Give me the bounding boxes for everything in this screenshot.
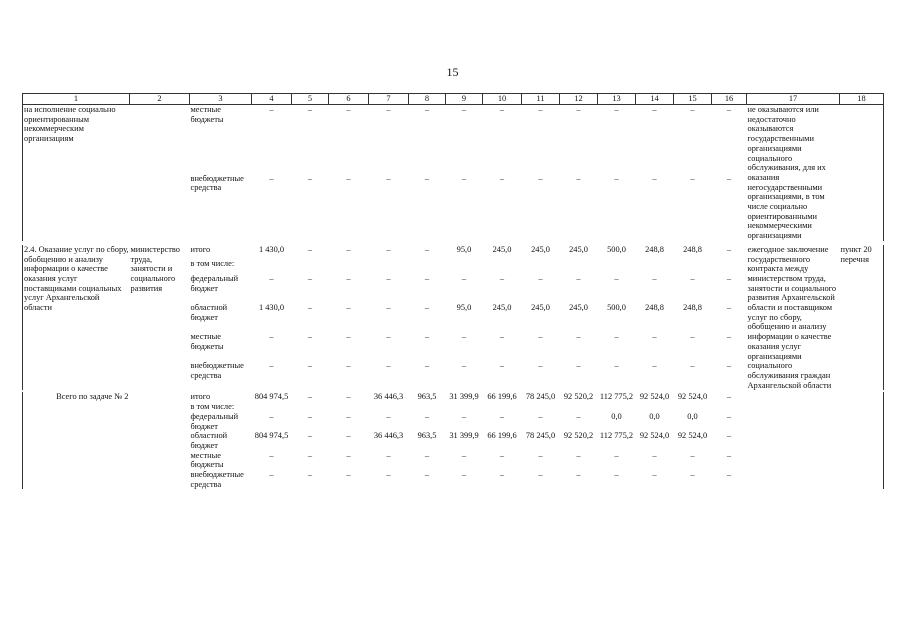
column-number-cell: 8 <box>409 94 446 105</box>
activity-name-cell: на исполнение социально ориентированным некоммерческим организациям <box>23 105 130 241</box>
amount-cell: – <box>538 105 543 114</box>
amount-cell: – <box>346 273 351 283</box>
amount-cell: – <box>424 411 430 421</box>
amount-cell <box>409 402 446 412</box>
amount-cell <box>598 259 636 274</box>
amount-cell: – <box>461 273 467 283</box>
table-row <box>23 245 884 260</box>
amount-cell: – <box>269 173 274 183</box>
amount-cell <box>409 259 446 274</box>
amount-cell: – <box>576 105 581 114</box>
amount-cell: – <box>307 244 313 254</box>
amount-cell: – <box>386 244 391 254</box>
amount-cell: 245,0 <box>531 303 550 313</box>
column-number-cell: 7 <box>369 94 409 105</box>
amount-cell: – <box>346 392 351 402</box>
expected-result-cell: не оказываются или недостаточно оказываются государственными организациями социального обслуживания, для их оказания негосударственными организациями, в том числе социально ориентированными некоммерческими организациями <box>747 105 826 241</box>
amount-cell <box>446 259 483 274</box>
funding-source-cell: местные бюджеты <box>190 105 224 124</box>
column-number-cell: 4 <box>252 94 292 105</box>
amount-cell: – <box>346 303 351 313</box>
amount-cell <box>712 259 747 274</box>
column-number-cell: 3 <box>190 94 252 105</box>
amount-cell: 245,0 <box>569 244 588 254</box>
amount-cell: 804 974,5 <box>254 431 289 441</box>
amount-cell: – <box>307 173 313 183</box>
amount-cell: – <box>269 450 274 460</box>
amount-cell: – <box>307 470 313 480</box>
amount-cell: – <box>424 332 430 342</box>
amount-cell: – <box>424 244 430 254</box>
amount-cell <box>292 402 329 412</box>
amount-cell: 66 199,6 <box>487 392 517 402</box>
amount-cell: – <box>614 450 619 460</box>
amount-cell: – <box>386 173 391 183</box>
amount-cell: – <box>307 105 313 114</box>
amount-cell: – <box>538 361 543 371</box>
amount-cell: – <box>461 470 467 480</box>
amount-cell: – <box>499 105 505 114</box>
amount-cell: – <box>538 450 543 460</box>
amount-cell: 0,0 <box>611 411 622 421</box>
amount-cell: – <box>269 470 274 480</box>
amount-cell: – <box>652 173 657 183</box>
funding-source-cell: федеральный бюджет <box>190 411 239 431</box>
amount-cell: 36 446,3 <box>373 431 404 441</box>
amount-cell: – <box>690 105 695 114</box>
funding-source-cell: в том числе: <box>190 402 235 412</box>
funding-source-cell: внебюджетные средства <box>190 173 244 193</box>
amount-cell: – <box>461 450 467 460</box>
column-number-cell: 14 <box>636 94 674 105</box>
amount-cell: – <box>346 173 351 183</box>
funding-source-cell: областной бюджет <box>190 303 228 322</box>
amount-cell: – <box>346 105 351 114</box>
amount-cell: – <box>538 173 543 183</box>
amount-cell <box>446 402 483 412</box>
amount-cell: – <box>726 105 732 114</box>
amount-cell: 95,0 <box>456 303 472 313</box>
funding-source-cell: областной бюджет <box>190 431 228 450</box>
responsible-executor-cell <box>130 392 190 489</box>
amount-cell: – <box>346 450 351 460</box>
amount-cell: – <box>499 332 505 342</box>
expected-result-cell: ежегодное заключение государственного контракта между министерством труда, занятости и социального развития Архангельской области и поставщиком услуг по сбору, обобщению и анализу информации о качестве оказания услуг организациями социального обслуживания граждан Архангельской области <box>747 244 837 390</box>
amount-cell: – <box>386 273 391 283</box>
amount-cell: – <box>614 332 619 342</box>
reference-cell <box>840 105 884 241</box>
amount-cell: – <box>346 332 351 342</box>
amount-cell: – <box>690 361 695 371</box>
column-number-cell: 10 <box>483 94 522 105</box>
amount-cell: – <box>424 105 430 114</box>
amount-cell <box>369 259 409 274</box>
amount-cell: 500,0 <box>607 244 626 254</box>
amount-cell: 1 430,0 <box>258 303 285 313</box>
amount-cell: 112 775,2 <box>599 431 634 441</box>
amount-cell: – <box>269 332 274 342</box>
amount-cell: – <box>386 411 391 421</box>
amount-cell: 66 199,6 <box>487 431 517 441</box>
amount-cell <box>329 259 369 274</box>
amount-cell: 963,5 <box>417 431 437 441</box>
amount-cell: – <box>269 273 274 283</box>
column-number-row <box>23 94 884 105</box>
amount-cell: – <box>346 431 351 441</box>
amount-cell: – <box>538 470 543 480</box>
amount-cell: 92 524,0 <box>639 392 670 402</box>
amount-cell: 31 399,9 <box>449 392 479 402</box>
amount-cell: – <box>726 361 732 371</box>
amount-cell: – <box>614 273 619 283</box>
column-number-cell: 6 <box>329 94 369 105</box>
amount-cell: – <box>652 105 657 114</box>
amount-cell <box>712 402 747 412</box>
amount-cell: – <box>726 411 732 421</box>
amount-cell: – <box>652 450 657 460</box>
amount-cell: – <box>690 273 695 283</box>
amount-cell <box>598 402 636 412</box>
amount-cell: 92 524,0 <box>677 392 708 402</box>
amount-cell: 500,0 <box>607 303 626 313</box>
amount-cell: – <box>499 173 505 183</box>
amount-cell: – <box>614 470 619 480</box>
amount-cell: – <box>461 361 467 371</box>
amount-cell: – <box>652 273 657 283</box>
amount-cell: 36 446,3 <box>373 392 404 402</box>
amount-cell: – <box>269 105 274 114</box>
amount-cell: 92 524,0 <box>677 431 708 441</box>
amount-cell: – <box>461 332 467 342</box>
amount-cell: – <box>499 450 505 460</box>
amount-cell <box>292 259 329 274</box>
column-number-cell: 11 <box>522 94 560 105</box>
amount-cell: – <box>726 244 732 254</box>
amount-cell: – <box>386 105 391 114</box>
amount-cell: – <box>690 332 695 342</box>
amount-cell: – <box>726 431 732 441</box>
amount-cell: – <box>726 332 732 342</box>
amount-cell <box>252 259 292 274</box>
amount-cell: – <box>690 450 695 460</box>
amount-cell: 112 775,2 <box>599 392 634 402</box>
amount-cell: – <box>461 173 467 183</box>
amount-cell: – <box>614 105 619 114</box>
amount-cell: 92 520,2 <box>563 431 594 441</box>
amount-cell: 245,0 <box>492 244 512 254</box>
amount-cell <box>674 402 712 412</box>
funding-source-cell: местные бюджеты <box>190 450 224 470</box>
amount-cell: – <box>461 411 467 421</box>
amount-cell: – <box>386 303 391 313</box>
amount-cell: – <box>499 470 505 480</box>
amount-cell: 31 399,9 <box>449 431 479 441</box>
amount-cell: 963,5 <box>417 392 437 402</box>
amount-cell: – <box>726 392 732 402</box>
amount-cell: 0,0 <box>649 411 660 421</box>
amount-cell: – <box>538 332 543 342</box>
amount-cell: – <box>346 244 351 254</box>
amount-cell: – <box>499 273 505 283</box>
amount-cell: – <box>307 332 313 342</box>
amount-cell: 92 524,0 <box>639 431 670 441</box>
amount-cell: – <box>726 273 732 283</box>
column-number-cell: 2 <box>130 94 190 105</box>
amount-cell: – <box>576 361 581 371</box>
amount-cell <box>636 259 674 274</box>
amount-cell: 78 245,0 <box>525 392 556 402</box>
amount-cell: – <box>690 173 695 183</box>
amount-cell: 245,0 <box>569 303 588 313</box>
amount-cell: – <box>269 411 274 421</box>
column-number-cell: 17 <box>747 94 840 105</box>
amount-cell: – <box>614 173 619 183</box>
amount-cell: – <box>424 173 430 183</box>
reference-cell: пункт 20 перечня <box>840 245 884 391</box>
amount-cell <box>560 402 598 412</box>
amount-cell: – <box>307 303 313 313</box>
activity-name-cell: 2.4. Оказание услуг по сбору, обобщению и анализу информации о качестве оказания услуг поставщиками социальных услуг Архангельской области <box>23 245 130 391</box>
amount-cell: – <box>424 450 430 460</box>
amount-cell: – <box>576 332 581 342</box>
amount-cell: – <box>307 450 313 460</box>
amount-cell <box>483 259 522 274</box>
table-row <box>23 105 884 174</box>
page-number: 15 <box>446 65 459 79</box>
amount-cell: – <box>269 361 274 371</box>
amount-cell <box>522 259 560 274</box>
amount-cell: – <box>424 303 430 313</box>
responsible-executor-cell <box>130 105 190 241</box>
amount-cell: – <box>726 470 732 480</box>
funding-source-cell: местные бюджеты <box>190 332 224 351</box>
amount-cell: – <box>499 411 505 421</box>
column-number-cell: 13 <box>598 94 636 105</box>
amount-cell: 248,8 <box>645 244 664 254</box>
amount-cell <box>483 402 522 412</box>
amount-cell: – <box>307 411 313 421</box>
amount-cell: – <box>499 361 505 371</box>
amount-cell: 1 430,0 <box>258 244 285 254</box>
amount-cell: 245,0 <box>531 244 550 254</box>
amount-cell: 245,0 <box>492 303 512 313</box>
amount-cell: – <box>652 332 657 342</box>
amount-cell: – <box>538 411 543 421</box>
amount-cell: – <box>726 450 732 460</box>
funding-source-cell: внебюджетные средства <box>190 361 244 380</box>
column-number-cell: 16 <box>712 94 747 105</box>
amount-cell: – <box>307 392 313 402</box>
amount-cell: – <box>726 173 732 183</box>
column-number-cell: 5 <box>292 94 329 105</box>
amount-cell: – <box>652 470 657 480</box>
table-row <box>23 392 884 402</box>
funding-source-cell: внебюджетные средства <box>190 470 244 489</box>
activity-name-cell: Всего по задаче № 2 <box>23 392 130 489</box>
amount-cell: 804 974,5 <box>254 392 289 402</box>
amount-cell <box>369 402 409 412</box>
amount-cell <box>329 402 369 412</box>
expected-result-cell <box>747 392 840 489</box>
funding-source-cell: федеральный бюджет <box>190 273 239 293</box>
amount-cell: – <box>461 105 467 114</box>
amount-cell: 0,0 <box>687 411 698 421</box>
amount-cell: – <box>386 332 391 342</box>
amount-cell <box>636 402 674 412</box>
amount-cell <box>252 402 292 412</box>
amount-cell: – <box>576 411 581 421</box>
column-number-cell: 12 <box>560 94 598 105</box>
amount-cell: – <box>307 273 313 283</box>
amount-cell: 92 520,2 <box>563 392 594 402</box>
amount-cell: – <box>386 470 391 480</box>
amount-cell: – <box>346 361 351 371</box>
amount-cell: – <box>424 273 430 283</box>
amount-cell <box>674 259 712 274</box>
reference-cell <box>840 392 884 489</box>
amount-cell: – <box>690 470 695 480</box>
amount-cell: – <box>726 303 732 313</box>
amount-cell: – <box>576 273 581 283</box>
column-number-cell: 15 <box>674 94 712 105</box>
amount-cell: – <box>386 361 391 371</box>
amount-cell: 248,8 <box>645 303 664 313</box>
column-number-cell: 1 <box>23 94 130 105</box>
column-number-cell: 18 <box>840 94 884 105</box>
amount-cell: – <box>652 361 657 371</box>
amount-cell: – <box>614 361 619 371</box>
amount-cell: 248,8 <box>683 244 702 254</box>
amount-cell <box>560 259 598 274</box>
funding-source-cell: в том числе: <box>190 259 235 269</box>
amount-cell: 95,0 <box>456 244 472 254</box>
amount-cell: – <box>386 450 391 460</box>
amount-cell: – <box>538 273 543 283</box>
amount-cell: – <box>576 173 581 183</box>
amount-cell: 248,8 <box>683 303 702 313</box>
funding-source-cell: итого <box>190 392 211 402</box>
amount-cell: – <box>576 450 581 460</box>
responsible-executor-cell: министерство труда, занятости и социального развития <box>130 244 180 293</box>
amount-cell: – <box>307 431 313 441</box>
amount-cell: – <box>576 470 581 480</box>
amount-cell: – <box>424 470 430 480</box>
amount-cell: – <box>346 470 351 480</box>
amount-cell <box>522 402 560 412</box>
budget-table <box>22 93 884 489</box>
amount-cell: – <box>346 411 351 421</box>
amount-cell: – <box>424 361 430 371</box>
amount-cell: 78 245,0 <box>525 431 556 441</box>
funding-source-cell: итого <box>190 244 211 254</box>
amount-cell: – <box>307 361 313 371</box>
column-number-cell: 9 <box>446 94 483 105</box>
